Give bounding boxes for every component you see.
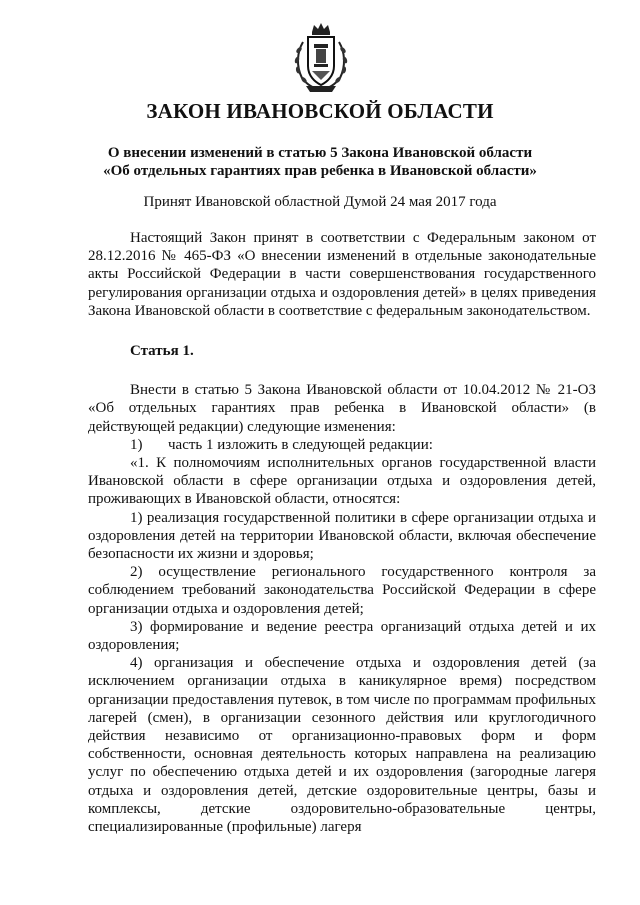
- coat-of-arms-emblem: [290, 20, 352, 94]
- subitem-paragraph: 1) реализация государственной политики в сфере организации отдыха и оздоровления детей на территории Ивановской области, включая обеспечение безопасности их жизни и здоровья;: [88, 509, 596, 563]
- article-intro-paragraph: Внести в статью 5 Закона Ивановской области от 10.04.2012 № 21-ОЗ «Об отдельных гарантиях прав ребенка в Ивановской области» (в действующей редакции) следующие изменения:: [88, 382, 596, 435]
- list-item: [88, 436, 596, 454]
- subtitle-line: О внесении изменений в статью 5 Закона Ивановской области: [107, 145, 533, 161]
- subitem-paragraph: 3) формирование и ведение реестра организаций отдыха детей и их оздоровления;: [88, 618, 596, 654]
- document-title: ЗАКОН ИВАНОВСКОЙ ОБЛАСТИ: [146, 99, 494, 123]
- preamble-paragraph: Настоящий Закон принят в соответствии с Федеральным законом от 28.12.2016 № 465-ФЗ «О внесении изменений в отдельные законодательные акты Российской Федерации в части совершенствования государственного регулирования организации отдыха и оздоровления детей» в целях приведения Закона Ивановской области в соответствие с федеральным законодательством.: [88, 230, 596, 319]
- adoption-statement: Принят Ивановской областной Думой 24 мая 2017 года: [143, 194, 497, 210]
- subitem-paragraph: 4) организация и обеспечение отдыха и оздоровления детей (за исключением организации отдыха в каникулярное время) посредством организации предоставления путевок, в том числе по программам профильных лагерей (смен), в организации сезонного действия или круглогодичного действия независимо от организационно-правовых форм и форм собственности, основная деятельность которых направлена на реализацию услуг по обеспечению отдыха детей и их оздоровления (загородные лагеря отдыха и оздоровления детей, детские оздоровительные центры, базы и комплексы, детские оздоровительно-образовательные центры, специализированные (профильные) лагеря: [88, 655, 596, 836]
- subtitle-line: «Об отдельных гарантиях прав ребенка в Ивановской области»: [103, 163, 537, 179]
- item-number: 1): [130, 436, 143, 453]
- subitem-paragraph: 2) осуществление регионального государственного контроля за соблюдением требований законодательства Российской Федерации в сфере организации отдыха и оздоровления детей;: [88, 564, 596, 617]
- part-intro-paragraph: «1. К полномочиям исполнительных органов государственной власти Ивановской области в сфере организации отдыха и оздоровления детей, проживающих в Ивановской области, относятся:: [88, 455, 596, 508]
- item-text: часть 1 изложить в следующей редакции:: [168, 436, 433, 453]
- document-subtitle: [90, 144, 550, 180]
- article-heading: Статья 1.: [130, 343, 194, 360]
- document-body: [88, 229, 596, 836]
